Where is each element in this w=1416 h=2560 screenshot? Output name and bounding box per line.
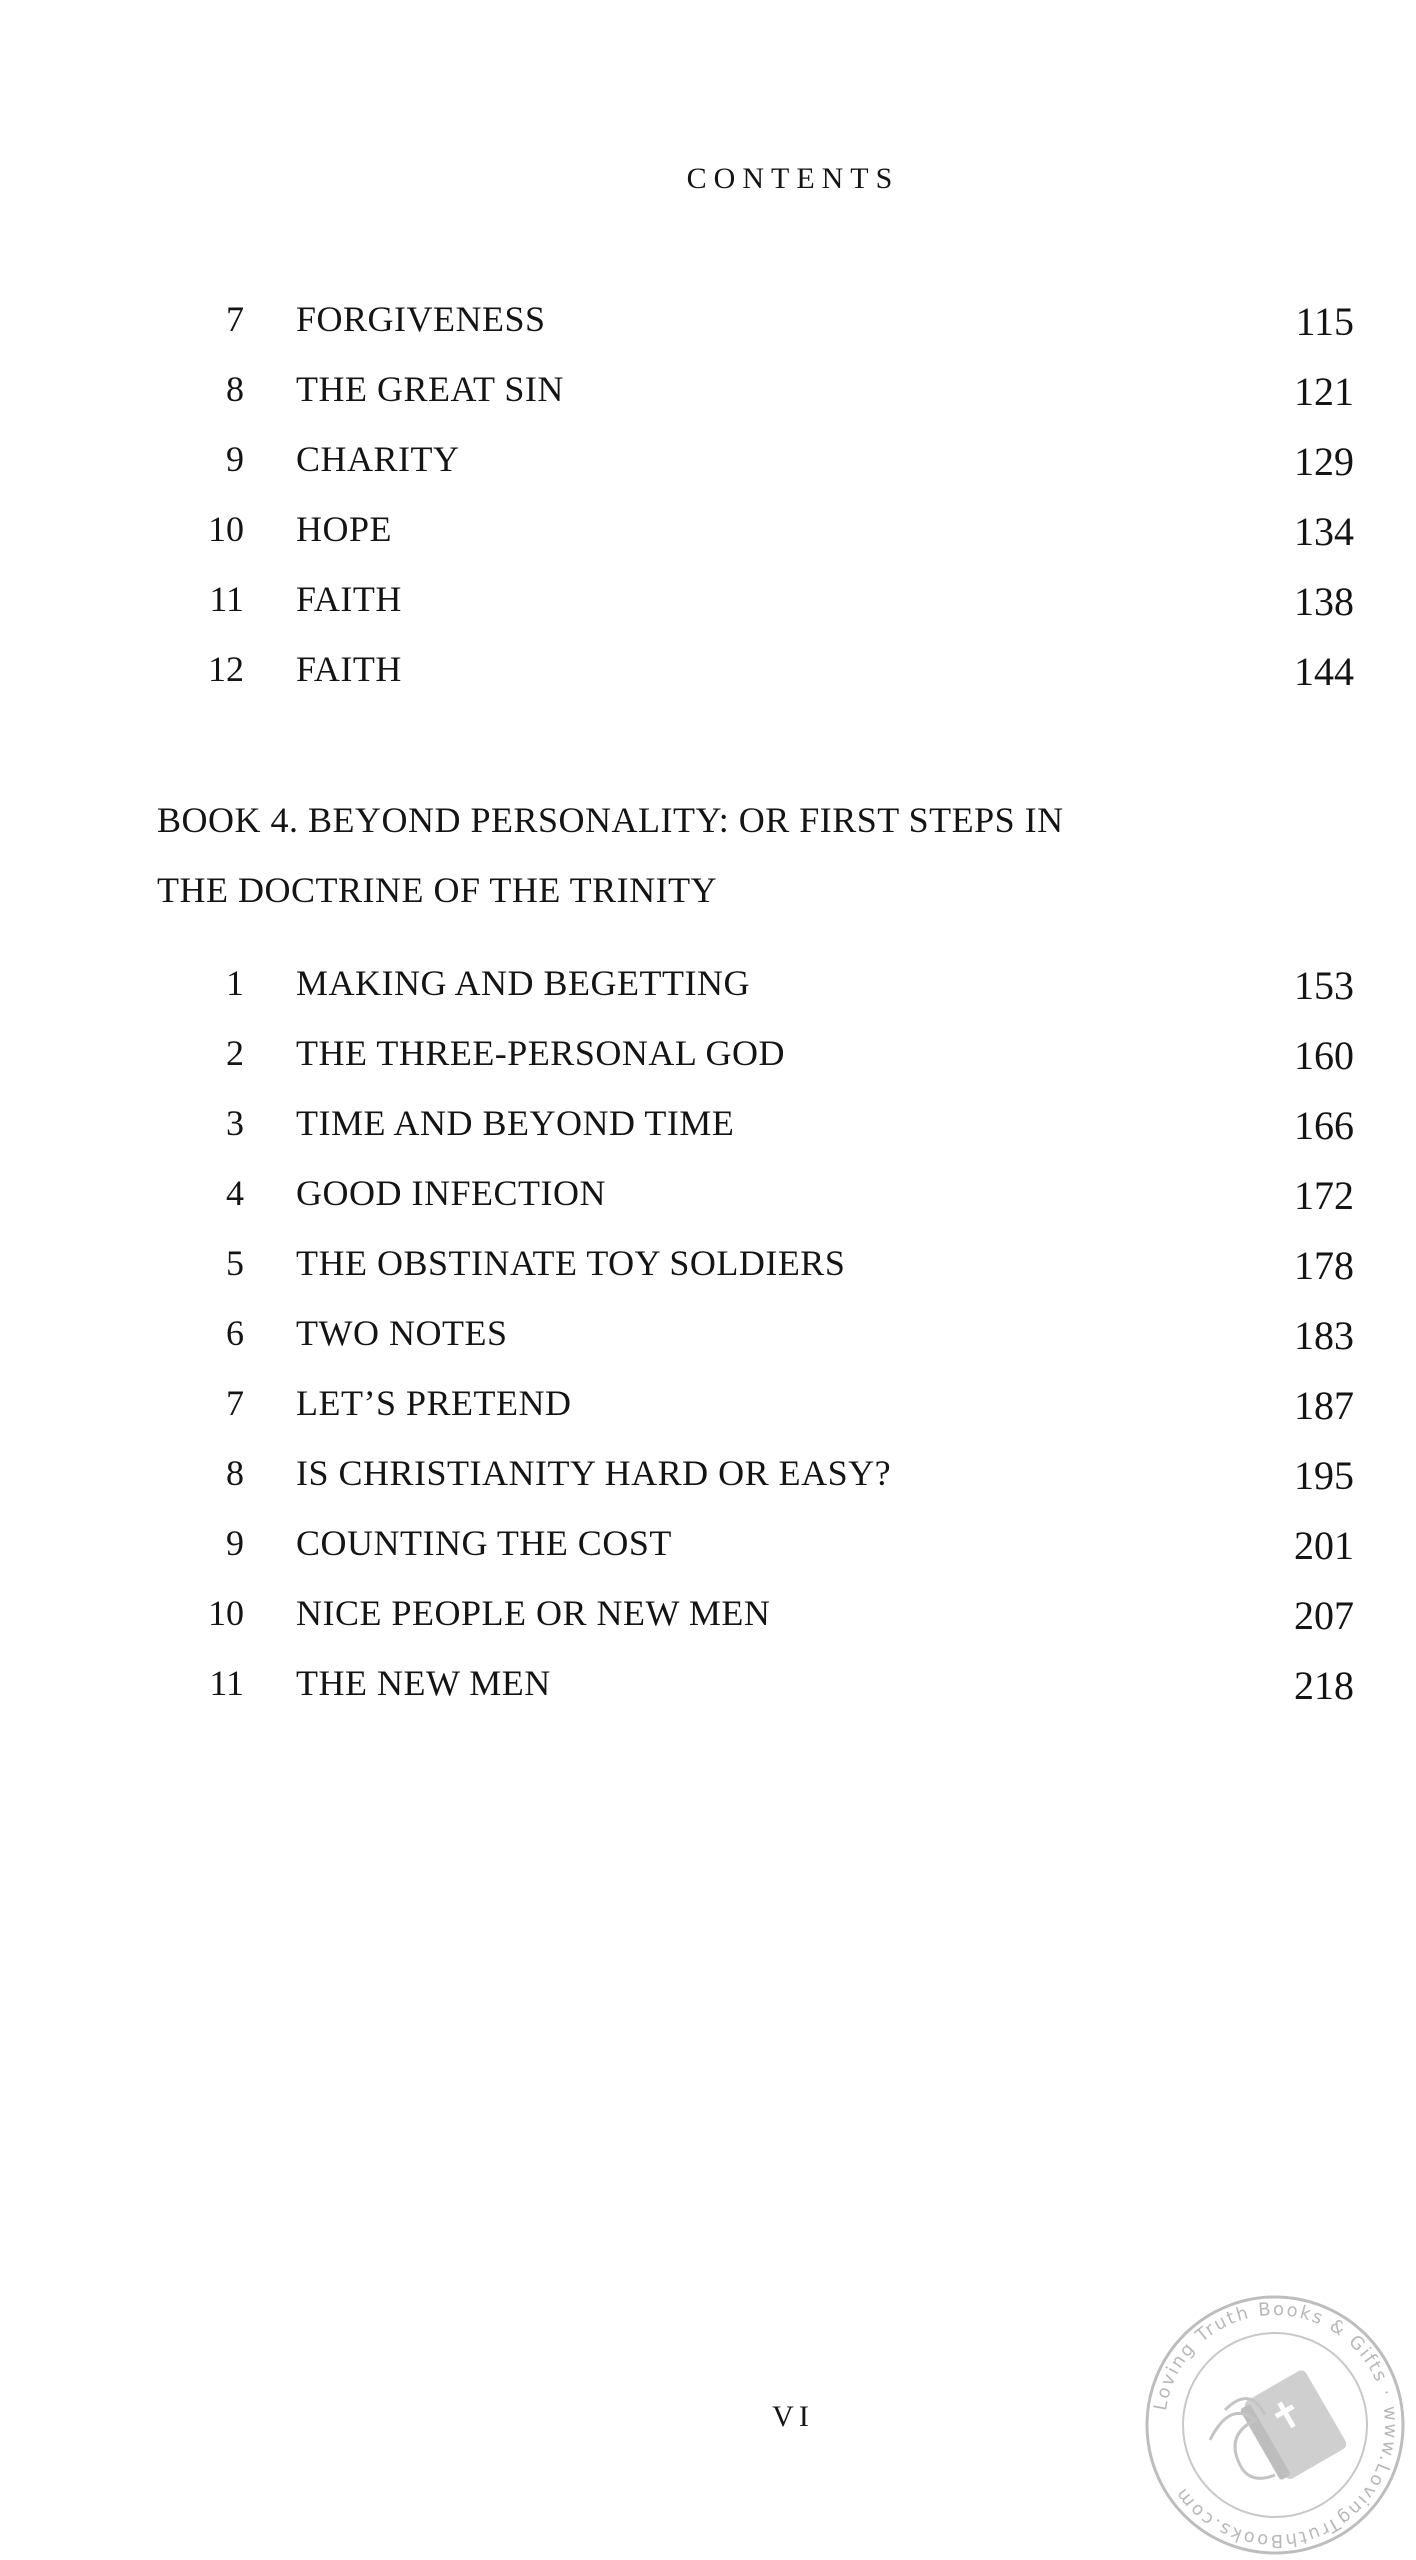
chapter-title: THE GREAT SIN	[296, 369, 564, 409]
chapter-number: 11	[209, 1663, 244, 1703]
chapter-number: 9	[226, 439, 244, 479]
page-number: 166	[1294, 1103, 1354, 1148]
chapter-number: 2	[226, 1033, 244, 1073]
page-number: 178	[1294, 1243, 1354, 1288]
toc-entry	[0, 368, 1416, 428]
page-number: 129	[1294, 439, 1354, 484]
chapter-title: CHARITY	[296, 439, 460, 479]
chapter-title: LET’S PRETEND	[296, 1383, 572, 1423]
chapter-title: TIME AND BEYOND TIME	[296, 1103, 735, 1143]
chapter-title: FORGIVENESS	[296, 299, 546, 339]
page-header: CONTENTS	[686, 162, 900, 195]
book-heading	[157, 785, 1257, 925]
page-number: 160	[1294, 1033, 1354, 1078]
toc-entry	[0, 1662, 1416, 1722]
toc-entry	[0, 508, 1416, 568]
chapter-number: 7	[226, 299, 244, 339]
chapter-number: 4	[226, 1173, 244, 1213]
svg-text:Loving Truth Books & Gifts ·: Loving Truth Books & Gifts · www.LovingTruthBooks.com	[1149, 2298, 1402, 2552]
chapter-number: 3	[226, 1103, 244, 1143]
toc-entry	[0, 1242, 1416, 1302]
chapter-number: 6	[226, 1313, 244, 1353]
chapter-number: 8	[226, 369, 244, 409]
chapter-number: 8	[226, 1453, 244, 1493]
chapter-number: 9	[226, 1523, 244, 1563]
page-number: 144	[1294, 649, 1354, 694]
toc-entry	[0, 1382, 1416, 1442]
chapter-title: FAITH	[296, 649, 402, 689]
page-number: 207	[1294, 1593, 1354, 1638]
chapter-title: IS CHRISTIANITY HARD OR EASY?	[296, 1453, 892, 1493]
watermark-stamp-icon	[1140, 2290, 1410, 2560]
chapter-title: THE OBSTINATE TOY SOLDIERS	[296, 1243, 846, 1283]
toc-entry	[0, 1522, 1416, 1582]
chapter-number: 5	[226, 1243, 244, 1283]
chapter-number: 12	[208, 649, 244, 689]
page-number: 134	[1294, 509, 1354, 554]
page-number: 195	[1294, 1453, 1354, 1498]
chapter-title: MAKING AND BEGETTING	[296, 963, 750, 1003]
toc-entry	[0, 298, 1416, 358]
page-number: 187	[1294, 1383, 1354, 1428]
chapter-title: THE THREE-PERSONAL GOD	[296, 1033, 785, 1073]
chapter-title: TWO NOTES	[296, 1313, 508, 1353]
toc-entry	[0, 578, 1416, 638]
chapter-number: 11	[209, 579, 244, 619]
page-number: 121	[1294, 369, 1354, 414]
toc-entry	[0, 1452, 1416, 1512]
toc-entry	[0, 1102, 1416, 1162]
chapter-number: 10	[208, 1593, 244, 1633]
toc-entry	[0, 1172, 1416, 1232]
page-number: 138	[1294, 579, 1354, 624]
book-heading-line: BOOK 4. BEYOND PERSONALITY: OR FIRST STEPS IN	[157, 800, 1064, 840]
chapter-title: COUNTING THE COST	[296, 1523, 672, 1563]
toc-entry	[0, 648, 1416, 708]
chapter-title: NICE PEOPLE OR NEW MEN	[296, 1593, 771, 1633]
page-number: 218	[1294, 1663, 1354, 1708]
chapter-title: THE NEW MEN	[296, 1663, 551, 1703]
page-number: 153	[1294, 963, 1354, 1008]
chapter-title: HOPE	[296, 509, 393, 549]
chapter-number: 10	[208, 509, 244, 549]
chapter-number: 7	[226, 1383, 244, 1423]
chapter-number: 1	[226, 963, 244, 1003]
page-number: 201	[1294, 1523, 1354, 1568]
page-number: 115	[1295, 299, 1354, 344]
book-heading-line: THE DOCTRINE OF THE TRINITY	[157, 870, 718, 910]
page-number: 172	[1294, 1173, 1354, 1218]
page-number: 183	[1294, 1313, 1354, 1358]
toc-entry	[0, 962, 1416, 1022]
toc-entry	[0, 1592, 1416, 1652]
chapter-title: FAITH	[296, 579, 402, 619]
toc-entry	[0, 1312, 1416, 1372]
chapter-title: GOOD INFECTION	[296, 1173, 606, 1213]
page-folio: VI	[772, 2400, 814, 2433]
toc-entry	[0, 1032, 1416, 1092]
toc-entry	[0, 438, 1416, 498]
